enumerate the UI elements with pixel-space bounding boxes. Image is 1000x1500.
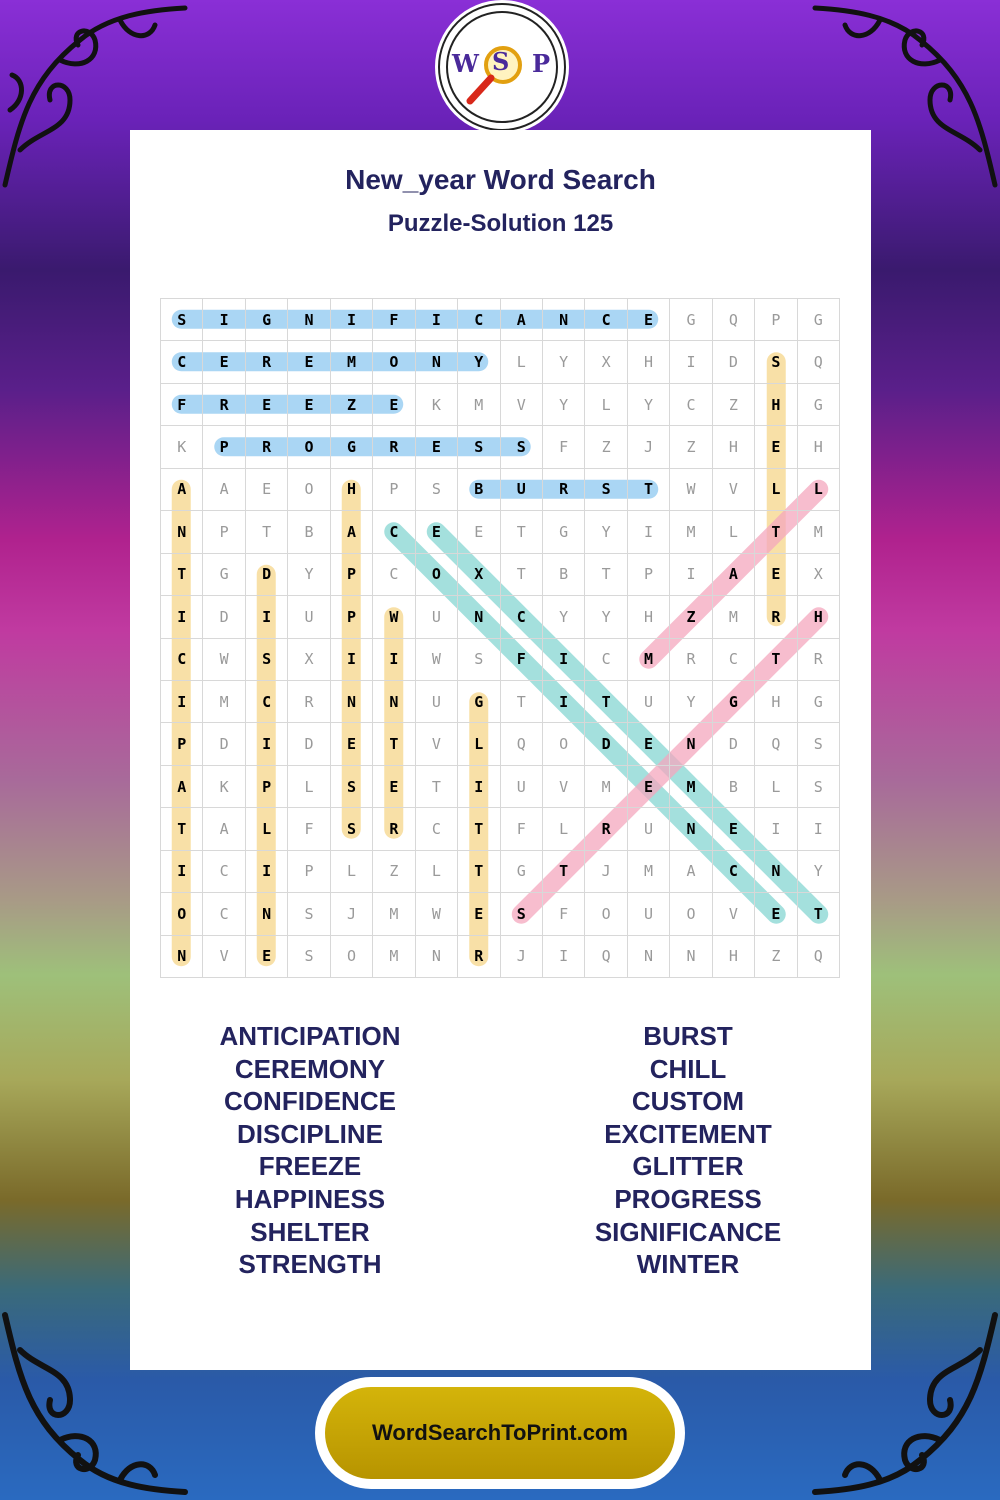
grid-cell[interactable]: P bbox=[331, 554, 373, 596]
grid-cell[interactable]: G bbox=[798, 681, 840, 723]
grid-cell[interactable]: G bbox=[458, 681, 500, 723]
site-logo[interactable] bbox=[438, 3, 566, 131]
grid-cell[interactable]: E bbox=[246, 384, 288, 426]
grid-cell[interactable]: O bbox=[161, 893, 203, 935]
grid-cell[interactable]: P bbox=[203, 511, 245, 553]
grid-cell[interactable]: U bbox=[628, 681, 670, 723]
grid-cell[interactable]: P bbox=[203, 426, 245, 468]
grid-cell[interactable]: U bbox=[501, 766, 543, 808]
grid-cell[interactable]: Y bbox=[798, 851, 840, 893]
grid-cell[interactable]: T bbox=[543, 851, 585, 893]
grid-cell[interactable]: O bbox=[416, 554, 458, 596]
grid-cell[interactable]: B bbox=[458, 469, 500, 511]
grid-cell[interactable]: T bbox=[501, 511, 543, 553]
grid-cell[interactable]: C bbox=[161, 341, 203, 383]
grid-cell[interactable]: F bbox=[373, 299, 415, 341]
word-list-item: STRENGTH bbox=[238, 1249, 382, 1280]
grid-cell[interactable]: M bbox=[670, 511, 712, 553]
grid-cell[interactable]: B bbox=[713, 766, 755, 808]
footer-pill bbox=[315, 1377, 685, 1489]
grid-cell[interactable]: I bbox=[670, 554, 712, 596]
grid-cell[interactable]: K bbox=[416, 384, 458, 426]
grid-cell[interactable]: R bbox=[458, 936, 500, 978]
grid-cell[interactable]: V bbox=[416, 723, 458, 765]
grid-cell[interactable]: S bbox=[331, 766, 373, 808]
grid-cell[interactable]: I bbox=[373, 639, 415, 681]
grid-cell[interactable]: G bbox=[331, 426, 373, 468]
grid-cell[interactable]: Z bbox=[755, 936, 797, 978]
grid-cell[interactable]: Z bbox=[713, 384, 755, 426]
grid-cell[interactable]: I bbox=[543, 681, 585, 723]
grid-cell[interactable]: W bbox=[373, 596, 415, 638]
grid-cell[interactable]: E bbox=[755, 426, 797, 468]
grid-cell[interactable]: H bbox=[331, 469, 373, 511]
grid-cell[interactable]: G bbox=[670, 299, 712, 341]
grid-cell[interactable]: N bbox=[755, 851, 797, 893]
word-list-item: GLITTER bbox=[632, 1151, 744, 1182]
grid-cell[interactable]: H bbox=[713, 426, 755, 468]
grid-cell[interactable]: O bbox=[585, 893, 627, 935]
grid-cell[interactable]: E bbox=[288, 341, 330, 383]
grid-cell[interactable]: Y bbox=[585, 511, 627, 553]
grid-cell[interactable]: L bbox=[458, 723, 500, 765]
grid-cell[interactable]: N bbox=[458, 596, 500, 638]
word-list-item: EXCITEMENT bbox=[604, 1118, 772, 1149]
grid-cell[interactable]: I bbox=[161, 851, 203, 893]
grid-cell[interactable]: G bbox=[203, 554, 245, 596]
grid-cell[interactable]: X bbox=[288, 639, 330, 681]
grid-cell[interactable]: R bbox=[288, 681, 330, 723]
grid-cell[interactable]: H bbox=[798, 426, 840, 468]
grid-cell[interactable]: G bbox=[713, 681, 755, 723]
grid-cell[interactable]: P bbox=[331, 596, 373, 638]
grid-cell[interactable]: A bbox=[203, 469, 245, 511]
grid-cell[interactable]: A bbox=[161, 469, 203, 511]
grid-cell[interactable]: L bbox=[416, 851, 458, 893]
grid-cell[interactable]: F bbox=[288, 808, 330, 850]
logo-letter-p: P bbox=[532, 49, 551, 78]
grid-cell[interactable]: T bbox=[373, 723, 415, 765]
grid-cell[interactable]: F bbox=[161, 384, 203, 426]
grid-cell[interactable]: Q bbox=[755, 723, 797, 765]
grid-cell[interactable]: D bbox=[585, 723, 627, 765]
grid-cell[interactable]: N bbox=[628, 936, 670, 978]
grid-cell[interactable]: D bbox=[203, 596, 245, 638]
grid-cell[interactable]: T bbox=[246, 511, 288, 553]
grid-cell[interactable]: R bbox=[203, 384, 245, 426]
grid-cell[interactable]: A bbox=[161, 766, 203, 808]
grid-cell[interactable]: O bbox=[288, 426, 330, 468]
grid-cell[interactable]: I bbox=[161, 681, 203, 723]
grid-cell[interactable]: Y bbox=[288, 554, 330, 596]
grid-cell[interactable]: P bbox=[755, 299, 797, 341]
grid-cell[interactable]: I bbox=[203, 299, 245, 341]
grid-cell[interactable]: C bbox=[501, 596, 543, 638]
word-list-item: DISCIPLINE bbox=[237, 1118, 383, 1149]
grid-cell[interactable]: N bbox=[416, 341, 458, 383]
grid-cell[interactable]: E bbox=[203, 341, 245, 383]
grid-cell[interactable]: Z bbox=[331, 384, 373, 426]
grid-cell[interactable]: N bbox=[416, 936, 458, 978]
grid-cell[interactable]: H bbox=[628, 596, 670, 638]
grid-cell[interactable]: S bbox=[458, 639, 500, 681]
grid-cell[interactable]: F bbox=[501, 808, 543, 850]
grid-cell[interactable]: A bbox=[203, 808, 245, 850]
grid-cell[interactable]: Q bbox=[798, 341, 840, 383]
grid-cell[interactable]: P bbox=[161, 723, 203, 765]
grid-cell[interactable]: D bbox=[288, 723, 330, 765]
logo-letter-s: S bbox=[492, 47, 510, 76]
grid-cell[interactable]: P bbox=[628, 554, 670, 596]
grid-cell[interactable]: L bbox=[713, 511, 755, 553]
grid-cell[interactable]: I bbox=[416, 299, 458, 341]
grid-cell[interactable]: I bbox=[543, 936, 585, 978]
grid-cell[interactable]: K bbox=[161, 426, 203, 468]
grid-cell[interactable]: S bbox=[331, 808, 373, 850]
grid-cell[interactable]: A bbox=[501, 299, 543, 341]
grid-cell[interactable]: U bbox=[501, 469, 543, 511]
grid-cell[interactable]: T bbox=[585, 681, 627, 723]
grid-cell[interactable]: I bbox=[331, 639, 373, 681]
grid-cell[interactable]: Q bbox=[713, 299, 755, 341]
grid-cell[interactable]: E bbox=[373, 384, 415, 426]
grid-cell[interactable]: O bbox=[670, 893, 712, 935]
grid-cell[interactable]: B bbox=[288, 511, 330, 553]
grid-cell[interactable]: W bbox=[416, 893, 458, 935]
grid-cell[interactable]: E bbox=[331, 723, 373, 765]
grid-cell[interactable]: L bbox=[755, 766, 797, 808]
grid-cell[interactable]: R bbox=[543, 469, 585, 511]
grid-cell[interactable]: T bbox=[585, 554, 627, 596]
grid-cell[interactable]: M bbox=[670, 766, 712, 808]
grid-cell[interactable]: I bbox=[458, 766, 500, 808]
word-list-item: WINTER bbox=[636, 1249, 740, 1280]
grid-cell[interactable]: C bbox=[203, 893, 245, 935]
grid-cell[interactable]: C bbox=[585, 299, 627, 341]
grid-cell[interactable]: N bbox=[161, 936, 203, 978]
grid-cell[interactable]: E bbox=[458, 893, 500, 935]
grid-cell[interactable]: S bbox=[501, 426, 543, 468]
grid-cell[interactable]: U bbox=[416, 596, 458, 638]
grid-cell[interactable]: T bbox=[755, 511, 797, 553]
grid-cell[interactable]: R bbox=[585, 808, 627, 850]
grid-cell[interactable]: X bbox=[585, 341, 627, 383]
grid-cell[interactable]: D bbox=[713, 341, 755, 383]
word-list-item: BURST bbox=[643, 1021, 733, 1051]
grid-cell[interactable]: Q bbox=[501, 723, 543, 765]
word-list-item: CUSTOM bbox=[631, 1086, 745, 1117]
grid-cell[interactable]: Q bbox=[798, 936, 840, 978]
grid-cell[interactable]: U bbox=[416, 681, 458, 723]
grid-cell[interactable]: E bbox=[628, 299, 670, 341]
word-search-grid bbox=[160, 298, 840, 978]
grid-cell[interactable]: C bbox=[373, 511, 415, 553]
grid-cell[interactable]: C bbox=[713, 639, 755, 681]
grid-cell[interactable]: L bbox=[543, 808, 585, 850]
grid-cell[interactable]: V bbox=[713, 893, 755, 935]
grid-cell[interactable]: H bbox=[713, 936, 755, 978]
grid-cell[interactable]: N bbox=[288, 299, 330, 341]
grid-cell[interactable]: X bbox=[798, 554, 840, 596]
grid-cell[interactable]: I bbox=[161, 596, 203, 638]
grid-cell[interactable]: C bbox=[161, 639, 203, 681]
grid-cell[interactable]: O bbox=[331, 936, 373, 978]
grid-cell[interactable]: G bbox=[798, 384, 840, 426]
grid-cell[interactable]: I bbox=[246, 851, 288, 893]
grid-cell[interactable]: M bbox=[628, 851, 670, 893]
grid-cell[interactable]: E bbox=[628, 723, 670, 765]
grid-cell[interactable]: S bbox=[798, 766, 840, 808]
grid-cell[interactable]: T bbox=[755, 639, 797, 681]
grid-cell[interactable]: N bbox=[670, 936, 712, 978]
grid-cell[interactable]: E bbox=[373, 766, 415, 808]
grid-cell[interactable]: R bbox=[373, 808, 415, 850]
grid-cell[interactable]: N bbox=[670, 723, 712, 765]
puzzle-card bbox=[130, 130, 871, 1370]
word-list-right-column bbox=[508, 1020, 868, 1281]
grid-cell[interactable]: V bbox=[203, 936, 245, 978]
grid-cell[interactable]: M bbox=[798, 511, 840, 553]
grid-cell[interactable]: T bbox=[161, 808, 203, 850]
grid-cell[interactable]: E bbox=[458, 511, 500, 553]
grid-cell[interactable]: E bbox=[628, 766, 670, 808]
grid-cell[interactable]: A bbox=[713, 554, 755, 596]
grid-cell[interactable]: N bbox=[670, 808, 712, 850]
grid-cell[interactable]: L bbox=[501, 341, 543, 383]
grid-cell[interactable]: M bbox=[331, 341, 373, 383]
grid-cell[interactable]: R bbox=[373, 426, 415, 468]
grid-cell[interactable]: J bbox=[501, 936, 543, 978]
grid-cell[interactable]: H bbox=[755, 681, 797, 723]
grid-cell[interactable]: L bbox=[331, 851, 373, 893]
grid-cell[interactable]: J bbox=[585, 851, 627, 893]
grid-cell[interactable]: E bbox=[416, 511, 458, 553]
grid-cell[interactable]: P bbox=[288, 851, 330, 893]
grid-cell[interactable]: O bbox=[288, 469, 330, 511]
grid-cell[interactable]: C bbox=[458, 299, 500, 341]
grid-cell[interactable]: T bbox=[501, 554, 543, 596]
grid-cell[interactable]: A bbox=[331, 511, 373, 553]
grid-cell[interactable]: C bbox=[585, 639, 627, 681]
grid-cell[interactable]: M bbox=[628, 639, 670, 681]
grid-cell[interactable]: G bbox=[543, 511, 585, 553]
grid-cell[interactable]: L bbox=[246, 808, 288, 850]
grid-cell[interactable]: S bbox=[288, 936, 330, 978]
grid-cell[interactable]: E bbox=[288, 384, 330, 426]
grid-cell[interactable]: Z bbox=[670, 596, 712, 638]
grid-cell[interactable]: L bbox=[798, 469, 840, 511]
word-list-item: SHELTER bbox=[250, 1216, 370, 1247]
grid-cell[interactable]: S bbox=[798, 723, 840, 765]
grid-cell[interactable]: G bbox=[246, 299, 288, 341]
grid-cell[interactable]: M bbox=[458, 384, 500, 426]
grid-cell[interactable]: S bbox=[416, 469, 458, 511]
grid-cell[interactable]: H bbox=[798, 596, 840, 638]
word-search-grid-area bbox=[160, 298, 840, 978]
grid-cell[interactable]: R bbox=[798, 639, 840, 681]
grid-cell[interactable]: E bbox=[246, 469, 288, 511]
grid-cell[interactable]: N bbox=[543, 299, 585, 341]
word-list-item: CHILL bbox=[649, 1053, 727, 1084]
grid-cell[interactable]: T bbox=[458, 808, 500, 850]
grid-cell[interactable]: H bbox=[628, 341, 670, 383]
grid-cell[interactable]: U bbox=[288, 596, 330, 638]
grid-cell[interactable]: I bbox=[798, 808, 840, 850]
grid-cell[interactable]: Y bbox=[585, 596, 627, 638]
grid-cell[interactable]: S bbox=[458, 426, 500, 468]
word-list-left-column bbox=[130, 1020, 490, 1281]
grid-cell[interactable]: I bbox=[543, 639, 585, 681]
grid-cell[interactable]: M bbox=[713, 596, 755, 638]
grid-cell[interactable]: L bbox=[585, 384, 627, 426]
grid-cell[interactable]: E bbox=[755, 554, 797, 596]
grid-cell[interactable]: T bbox=[458, 851, 500, 893]
grid-cell[interactable]: P bbox=[246, 766, 288, 808]
grid-cell[interactable]: M bbox=[585, 766, 627, 808]
grid-cell[interactable]: M bbox=[373, 936, 415, 978]
grid-cell[interactable]: N bbox=[331, 681, 373, 723]
puzzle-title: New_year Word Search bbox=[345, 164, 656, 195]
grid-cell[interactable]: Y bbox=[543, 596, 585, 638]
grid-cell[interactable]: I bbox=[628, 511, 670, 553]
grid-cell[interactable]: Y bbox=[543, 384, 585, 426]
grid-cell[interactable]: T bbox=[501, 681, 543, 723]
grid-cell[interactable]: Y bbox=[458, 341, 500, 383]
grid-cell[interactable]: L bbox=[755, 469, 797, 511]
grid-cell[interactable]: S bbox=[288, 893, 330, 935]
grid-cell[interactable]: S bbox=[501, 893, 543, 935]
grid-cell[interactable]: N bbox=[161, 511, 203, 553]
grid-cell[interactable]: I bbox=[331, 299, 373, 341]
grid-cell[interactable]: C bbox=[203, 851, 245, 893]
word-list-item: ANTICIPATION bbox=[219, 1021, 401, 1051]
grid-cell[interactable]: E bbox=[755, 893, 797, 935]
grid-cell[interactable]: S bbox=[585, 469, 627, 511]
grid-cell[interactable]: L bbox=[288, 766, 330, 808]
grid-cell[interactable]: D bbox=[246, 554, 288, 596]
grid-cell[interactable]: I bbox=[246, 596, 288, 638]
grid-cell[interactable]: O bbox=[543, 723, 585, 765]
grid-cell[interactable]: C bbox=[373, 554, 415, 596]
grid-cell[interactable]: U bbox=[628, 808, 670, 850]
grid-cell[interactable]: Z bbox=[585, 426, 627, 468]
grid-cell[interactable]: Y bbox=[543, 341, 585, 383]
grid-cell[interactable]: V bbox=[501, 384, 543, 426]
grid-cell[interactable]: T bbox=[628, 469, 670, 511]
grid-cell[interactable]: E bbox=[246, 936, 288, 978]
grid-cell[interactable]: X bbox=[458, 554, 500, 596]
word-list-item: CEREMONY bbox=[234, 1053, 386, 1084]
grid-cell[interactable]: E bbox=[416, 426, 458, 468]
word-list-item: FREEZE bbox=[258, 1151, 362, 1182]
grid-cell[interactable]: O bbox=[373, 341, 415, 383]
word-list-item: PROGRESS bbox=[614, 1183, 762, 1214]
grid-cell[interactable]: Z bbox=[373, 851, 415, 893]
grid-cell[interactable]: C bbox=[670, 384, 712, 426]
grid-cell[interactable]: H bbox=[755, 384, 797, 426]
logo-letter-w: W bbox=[452, 49, 479, 78]
grid-cell[interactable]: T bbox=[416, 766, 458, 808]
grid-cell[interactable]: V bbox=[543, 766, 585, 808]
grid-cell[interactable]: G bbox=[501, 851, 543, 893]
word-list-item: HAPPINESS bbox=[234, 1183, 386, 1214]
grid-cell[interactable]: A bbox=[670, 851, 712, 893]
grid-cell[interactable]: R bbox=[246, 426, 288, 468]
site-link-button[interactable]: WordSearchToPrint.com bbox=[325, 1387, 675, 1479]
grid-cell[interactable]: K bbox=[203, 766, 245, 808]
grid-cell[interactable]: Y bbox=[670, 681, 712, 723]
grid-cell[interactable]: F bbox=[543, 893, 585, 935]
grid-cell[interactable]: M bbox=[203, 681, 245, 723]
grid-cell[interactable]: Q bbox=[585, 936, 627, 978]
grid-cell[interactable]: N bbox=[246, 893, 288, 935]
grid-cell[interactable]: V bbox=[713, 469, 755, 511]
grid-cell[interactable]: Y bbox=[628, 384, 670, 426]
grid-cell[interactable]: W bbox=[416, 639, 458, 681]
grid-cell[interactable]: U bbox=[628, 893, 670, 935]
grid-cell[interactable]: W bbox=[670, 469, 712, 511]
word-list-item: SIGNIFICANCE bbox=[594, 1216, 782, 1247]
grid-cell[interactable]: B bbox=[543, 554, 585, 596]
grid-cell[interactable]: C bbox=[713, 851, 755, 893]
grid-cell[interactable]: J bbox=[628, 426, 670, 468]
grid-cell[interactable]: T bbox=[161, 554, 203, 596]
grid-cell[interactable]: F bbox=[501, 639, 543, 681]
grid-cell[interactable]: R bbox=[755, 596, 797, 638]
grid-cell[interactable]: I bbox=[670, 341, 712, 383]
grid-cell[interactable]: S bbox=[161, 299, 203, 341]
grid-cell[interactable]: T bbox=[798, 893, 840, 935]
grid-cell[interactable]: I bbox=[246, 723, 288, 765]
grid-cell[interactable]: J bbox=[331, 893, 373, 935]
grid-cell[interactable]: N bbox=[373, 681, 415, 723]
grid-cell[interactable]: Z bbox=[670, 426, 712, 468]
grid-cell[interactable]: F bbox=[543, 426, 585, 468]
grid-cell[interactable]: R bbox=[670, 639, 712, 681]
word-list-item: CONFIDENCE bbox=[224, 1086, 396, 1117]
grid-cell[interactable]: R bbox=[246, 341, 288, 383]
grid-cell[interactable]: C bbox=[246, 681, 288, 723]
grid-cell[interactable]: G bbox=[798, 299, 840, 341]
grid-cell[interactable]: P bbox=[373, 469, 415, 511]
grid-cell[interactable]: D bbox=[713, 723, 755, 765]
grid-cell[interactable]: I bbox=[755, 808, 797, 850]
puzzle-subtitle: Puzzle-Solution 125 bbox=[387, 210, 614, 237]
grid-cell[interactable]: S bbox=[755, 341, 797, 383]
grid-cell[interactable]: D bbox=[203, 723, 245, 765]
grid-cell[interactable]: E bbox=[713, 808, 755, 850]
grid-cell[interactable]: C bbox=[416, 808, 458, 850]
grid-cell[interactable]: S bbox=[246, 639, 288, 681]
grid-cell[interactable]: M bbox=[373, 893, 415, 935]
grid-cell[interactable]: W bbox=[203, 639, 245, 681]
